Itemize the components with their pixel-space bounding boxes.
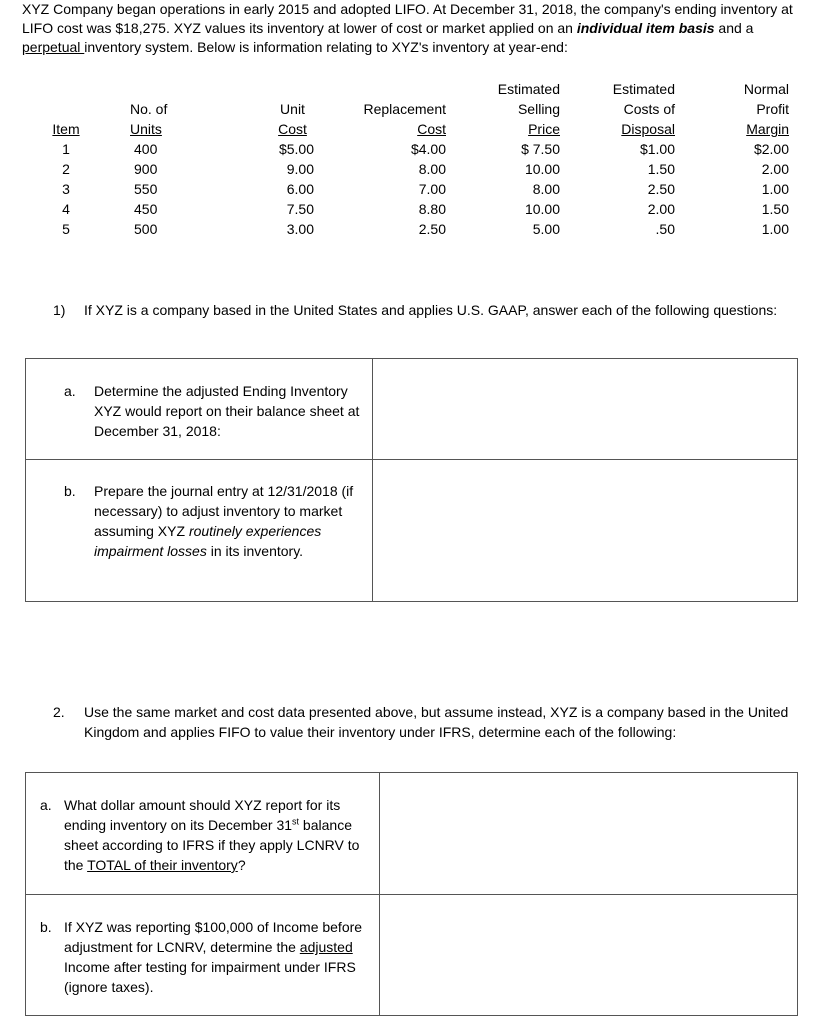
header-selling-line3: Price (528, 121, 560, 137)
cell-unit-cost: 9.00 (286, 161, 314, 177)
header-selling-line2: Selling (517, 101, 560, 117)
question-1b: b. Prepare the journal entry at 12/31/2018 (if necessary) to adjust inventory to market assuming XYZ routinely experiences impairment losses in its inventory. (64, 483, 354, 559)
cell-item: 2 (62, 161, 70, 177)
column-units (130, 99, 210, 239)
cell-units: 400 (134, 141, 158, 157)
header-replacement-line1: Replacement (363, 101, 446, 117)
cell-selling-price: 10.00 (524, 201, 560, 217)
cell-selling-price: 5.00 (532, 221, 560, 237)
header-margin-line2: Profit (756, 101, 789, 117)
question-2-answer-grid (25, 772, 798, 1016)
question-2-number: 2. (53, 704, 65, 720)
cell-disposal-cost: 2.50 (647, 181, 675, 197)
cell-item: 1 (62, 141, 70, 157)
header-unit-cost-line1: Unit (280, 101, 305, 117)
column-item (44, 119, 88, 239)
cell-disposal-cost: 1.50 (647, 161, 675, 177)
answer-1a-area[interactable] (373, 359, 797, 459)
cell-units: 900 (134, 161, 158, 177)
answer-2b-area[interactable] (380, 895, 797, 1015)
answer-1b-area[interactable] (373, 460, 797, 601)
header-disposal-line3: Disposal (621, 121, 675, 137)
question-1-text: If XYZ is a company based in the United States and applies U.S. GAAP, answer each of the following questions: (84, 302, 778, 318)
question-2a-label: a. (40, 797, 52, 813)
header-margin-line3: Margin (746, 121, 789, 137)
question-2a-superscript: st (292, 816, 300, 827)
intro-underlined: perpetual (22, 39, 85, 55)
cell-unit-cost: 3.00 (286, 221, 314, 237)
cell-profit-margin: 1.50 (761, 201, 789, 217)
header-units-line2: Units (130, 121, 162, 137)
question-1b-italic: routinely experiences impairment losses (94, 523, 322, 559)
column-disposal-cost (595, 79, 675, 239)
question-2a-underlined: TOTAL of their inventory (87, 857, 238, 873)
question-2b: b. If XYZ was reporting $100,000 of Income before adjustment for LCNRV, determine the adjusted Income after testing for impairment under IFRS (ignore taxes). (40, 919, 363, 995)
cell-profit-margin: 1.00 (761, 221, 789, 237)
cell-profit-margin: 1.00 (761, 181, 789, 197)
question-1a (64, 381, 364, 441)
question-2-text: Use the same market and cost data presented above, but assume instead, XYZ is a company based in the United Kingdom and applies FIFO to value their inventory under IFRS, determine each of the following: (84, 704, 789, 740)
cell-replacement-cost: 8.00 (418, 161, 446, 177)
column-unit-cost (255, 99, 330, 239)
header-margin-line1: Normal (743, 81, 789, 97)
cell-replacement-cost: $4.00 (410, 141, 446, 157)
intro-paragraph: XYZ Company began operations in early 2015 and adopted LIFO. At December 31, 2018, the company's ending inventory at LIFO cost was $18,275. XYZ values its inventory at lower of cost or market applied on an individual item basis and a perpetual inventory system. Below is information relating to XYZ's inventory at year-end: (22, 1, 793, 55)
cell-item: 5 (62, 221, 70, 237)
cell-profit-margin: $2.00 (753, 141, 789, 157)
question-1 (53, 300, 793, 320)
answer-2a-area[interactable] (380, 773, 797, 894)
cell-units: 550 (134, 181, 158, 197)
header-replacement-line2: Cost (417, 121, 446, 137)
cell-units: 450 (134, 201, 158, 217)
cell-profit-margin: 2.00 (761, 161, 789, 177)
cell-item: 4 (62, 201, 70, 217)
cell-units: 500 (134, 221, 158, 237)
cell-disposal-cost: $1.00 (639, 141, 675, 157)
header-units-line1: No. of (130, 101, 168, 117)
header-selling-line1: Estimated (497, 81, 560, 97)
header-disposal-line2: Costs of (623, 101, 675, 117)
cell-disposal-cost: 2.00 (647, 201, 675, 217)
column-profit-margin (715, 79, 789, 239)
cell-replacement-cost: 7.00 (418, 181, 446, 197)
header-unit-cost-line2: Cost (278, 121, 307, 137)
question-2 (53, 702, 803, 742)
question-1-answer-grid (25, 358, 798, 602)
question-2a: a. What dollar amount should XYZ report for its ending inventory on its December 31st balance sheet according to IFRS if they apply LCNRV to the TOTAL of their inventory? (40, 797, 360, 873)
cell-item: 3 (62, 181, 70, 197)
question-1-number: 1) (53, 302, 66, 318)
column-replacement-cost (340, 99, 446, 239)
cell-selling-price: $ 7.50 (521, 141, 560, 157)
cell-replacement-cost: 2.50 (418, 221, 446, 237)
cell-unit-cost: 7.50 (286, 201, 314, 217)
cell-selling-price: 10.00 (524, 161, 560, 177)
cell-replacement-cost: 8.80 (418, 201, 446, 217)
question-1b-label: b. (64, 483, 76, 499)
question-1a-text: Determine the adjusted Ending Inventory XYZ would report on their balance sheet at December 31, 2018: (94, 383, 360, 439)
header-item: Item (52, 121, 80, 137)
cell-disposal-cost: .50 (655, 221, 675, 237)
question-1a-label: a. (64, 383, 76, 399)
cell-selling-price: 8.00 (532, 181, 560, 197)
cell-unit-cost: 6.00 (286, 181, 314, 197)
column-selling-price (480, 79, 560, 239)
question-2b-label: b. (40, 919, 52, 935)
question-2b-underlined: adjusted (299, 939, 353, 955)
intro-emphasis: individual item basis (576, 20, 715, 36)
header-disposal-line1: Estimated (612, 81, 675, 97)
cell-unit-cost: $5.00 (278, 141, 314, 157)
